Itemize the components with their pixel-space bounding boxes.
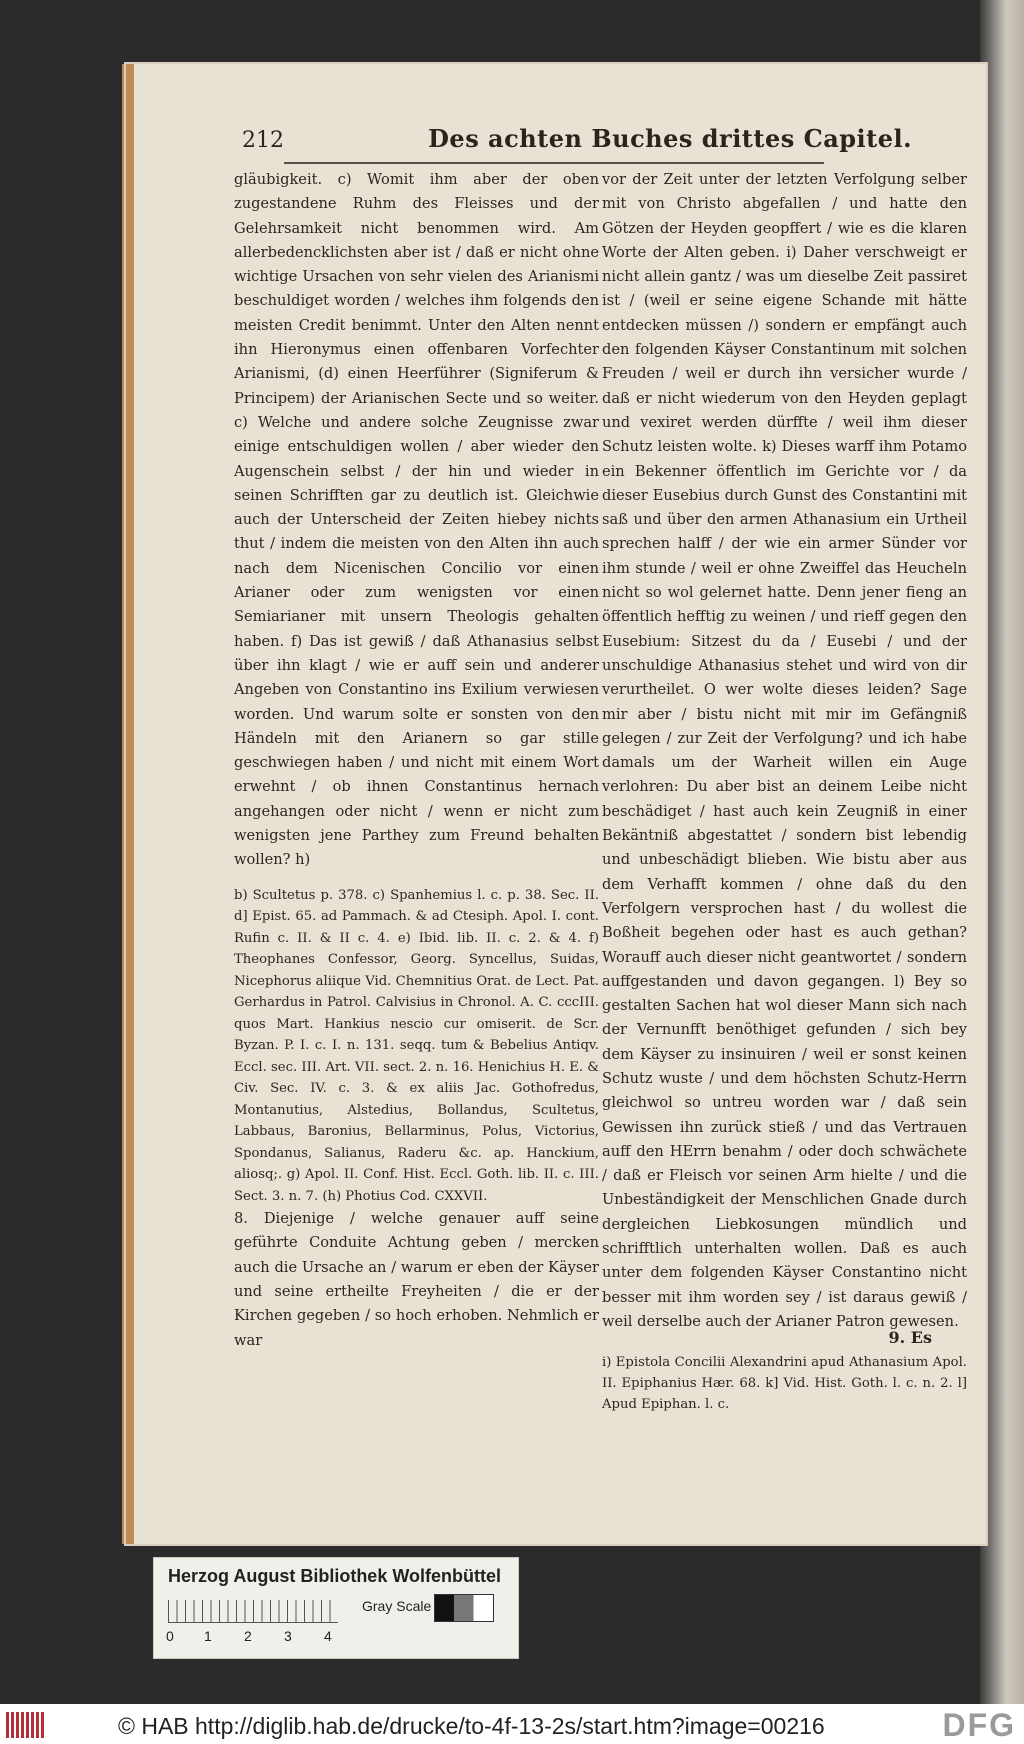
ruler-number: 1 xyxy=(204,1628,212,1644)
gray-scale-swatch xyxy=(434,1594,494,1622)
copyright-link[interactable]: © HAB http://diglib.hab.de/drucke/to-4f-13-2s/start.htm?image=00216 xyxy=(118,1713,825,1739)
barcode-icon xyxy=(6,1712,46,1738)
header-rule xyxy=(284,162,824,164)
card-title: Herzog August Bibliothek Wolfenbüttel xyxy=(168,1566,501,1586)
book-page xyxy=(126,64,986,1544)
color-calibration-card xyxy=(153,1557,519,1659)
left-column xyxy=(234,168,599,1353)
adjacent-page-edge xyxy=(980,0,1024,1704)
catchword: 9. Es xyxy=(888,1328,932,1347)
page-number: 212 xyxy=(242,128,284,153)
footer-bar xyxy=(0,1704,1024,1744)
page-header xyxy=(242,120,922,160)
right-column xyxy=(602,168,967,1415)
left-main-text: gläubigkeit. c) Womit ihm aber der oben zugestandene Ruhm des Fleisses und der Gelehrsamkeit nicht benommen wird. Am allerbedencklichsten aber ist / daß er nicht ohne wichtige Ursachen von sehr vielen des Arianismi beschuldiget worden / welches ihm folgends den meisten Credit benimmt. Unter den Alten nennt ihn Hieronymus einen offenbaren Vorfechter Arianismi, (d) einen Heerführer (Signiferum & Principem) der Arianischen Secte und so weiter. c) Welche und andere solche Zeugnisse zwar einige entschuldigen wollen / aber wieder den Augenschein selbst / der hin und wieder in seinen Schrifften gar zu deutlich ist. Gleichwie auch der Unterscheid der Zeiten hiebey nichts thut / indem die meisten von den Alten ihn auch nach dem Nicenischen Concilio vor einen Arianer oder zum wenigsten vor einen Semiarianer mit unsern Theologis gehalten haben. f) Das ist gewiß / daß Athanasius selbst über ihn klagt / wie er auff sein und anderer Angeben von Constantino ins Exilium verwiesen worden. Und warum solte er sonsten von den Händeln mit den Arianern so gar stille geschwiegen haben / und nicht mit einem Wort erwehnt / ob ihnen Constantinus hernach angehangen oder nicht / wenn er nicht zum wenigsten jene Parthey zum Freund behalten wollen? h) xyxy=(234,171,599,869)
ruler-number: 4 xyxy=(324,1628,332,1644)
paragraph-8: 8. Diejenige / welche genauer auff seine geführte Conduite Achtung geben / mercken auch die Ursache an / warum er eben der Käyser und seine ertheilte Freyheiten / die er der Kirchen gegeben / so hoch erhoben. Nehmlich er war xyxy=(234,1210,599,1349)
dfg-logo: DFG xyxy=(942,1707,1016,1743)
ruler-number: 3 xyxy=(284,1628,292,1644)
measurement-ruler xyxy=(168,1600,338,1623)
right-footnotes: i) Epistola Concilii Alexandrini apud Athanasium Apol. II. Epiphanius Hær. 68. k] Vid. Hist. Goth. l. c. n. 2. l] Apud Epiphan. l. c. xyxy=(602,1355,967,1413)
gray-scale-label: Gray Scale xyxy=(362,1598,432,1614)
ruler-number: 0 xyxy=(166,1628,174,1644)
ruler-numbers xyxy=(166,1628,346,1646)
ruler-number: 2 xyxy=(244,1628,252,1644)
left-footnotes: b) Scultetus p. 378. c) Spanhemius l. c. p. 38. Sec. II. d] Epist. 65. ad Pammach. & ad Ctesiph. Apol. I. cont. Rufin c. II. & II c. 4. e) Ibid. lib. II. c. 2. & 4. f) Theophanes Confessor, Georg. Syncellus, Suidas, Nicephorus aliique Vid. Chemnitius Orat. de Lect. Pat. Gerhardus in Patrol. Calvisius in Chronol. A. C. cccIII. quos Mart. Hankius nescio cur omiserit. de Scr. Byzan. P. I. c. I. n. 131. seqq. tum & Bebelius Antiqv. Eccl. sec. III. Art. VII. sect. 2. n. 16. Henichius H. E. & Civ. Sec. IV. c. 3. & ex aliis Jac. Gothofredus, Montanutius, Alstedius, Bollandus, Scultetus, Labbaus, Baronius, Bellarminus, Polus, Victorius, Spondanus, Salianus, Raderu &c. ap. Hanckium, aliosq;. g) Apol. II. Conf. Hist. Eccl. Goth. lib. II. c. III. Sect. 3. n. 7. (h) Photius Cod. CXXVII. xyxy=(234,887,599,1204)
running-title: Des achten Buches drittes Capitel. xyxy=(428,124,912,153)
right-main-text: vor der Zeit unter der letzten Verfolgung selber mit von Christo abgefallen / und hatte den Götzen der Heyden geopffert / wie es die klaren Worte der Alten geben. i) Daher verschweigt er nicht allein gantz / was um dieselbe Zeit passiret ist / (weil er seine eigene Schande mit hätte entdecken müssen /) sondern er empfängt auch den folgenden Käyser Constantinum mit solchen Freuden / weil er durch ihn versicher wurde / daß er nicht wiederum von den Heyden geplagt und vexiret werden dürffte / weil ihm dieser Schutz leisten wolte. k) Dieses warff ihm Potamo ein Bekenner öffentlich im Gerichte vor / da dieser Eusebius durch Gunst des Constantini mit saß und über den armen Athanasium ein Urtheil sprechen halff / der wie ein armer Sünder vor ihm stunde / weil er ohne Zweiffel das Heucheln nicht so wol gelernet hatte. Denn jener fieng an öffentlich hefftig zu weinen / und rieff gegen den Eusebium: Sitzest du da / Eusebi / und der unschuldige Athanasius stehet und wird von dir verurtheilet. O wer wolte dieses leiden? Sage mir aber / bistu nicht mit mir im Gefängniß gelegen / zur Zeit der Verfolgung? und ich habe damals um der Warheit willen ein Auge verlohren: Du aber bist an deinem Leibe nicht beschädiget / hast auch kein Zeugniß in einer Bekäntniß abgestattet / sondern bist lebendig und unbeschädigt blieben. Wie bistu aber aus dem Verhafft kommen / ohne daß du den Verfolgern versprochen hast / du wollest die Boßheit begehen oder hast es auch gethan? Worauff auch dieser nicht geantwortet / sondern auffgestanden und davon gegangen. l) Bey so gestalten Sachen hat wol dieser Mann sich nach der Vernunfft benöthiget gefunden / sich bey dem Käyser zu insinuiren / weil er sonst keinen Schutz wuste / und dem höchsten Schutz-Herrn gleichwol so untreu worden war / daß sein Gewissen ihn zurück stieß / und das Vertrauen auff den HErrn benahm / oder doch schwächete / daß er Fleisch vor seinen Arm hielte / und die Unbeständigkeit der Menschlichen Gnade durch dergleichen Liebkosungen mündlich und schrifftlich unterhalten wollen. Daß es auch unter dem folgenden Käyser Constantino nicht besser mit ihm worden sey / ist daraus gewiß / weil derselbe auch der Arianer Patron gewesen. xyxy=(602,171,967,1330)
